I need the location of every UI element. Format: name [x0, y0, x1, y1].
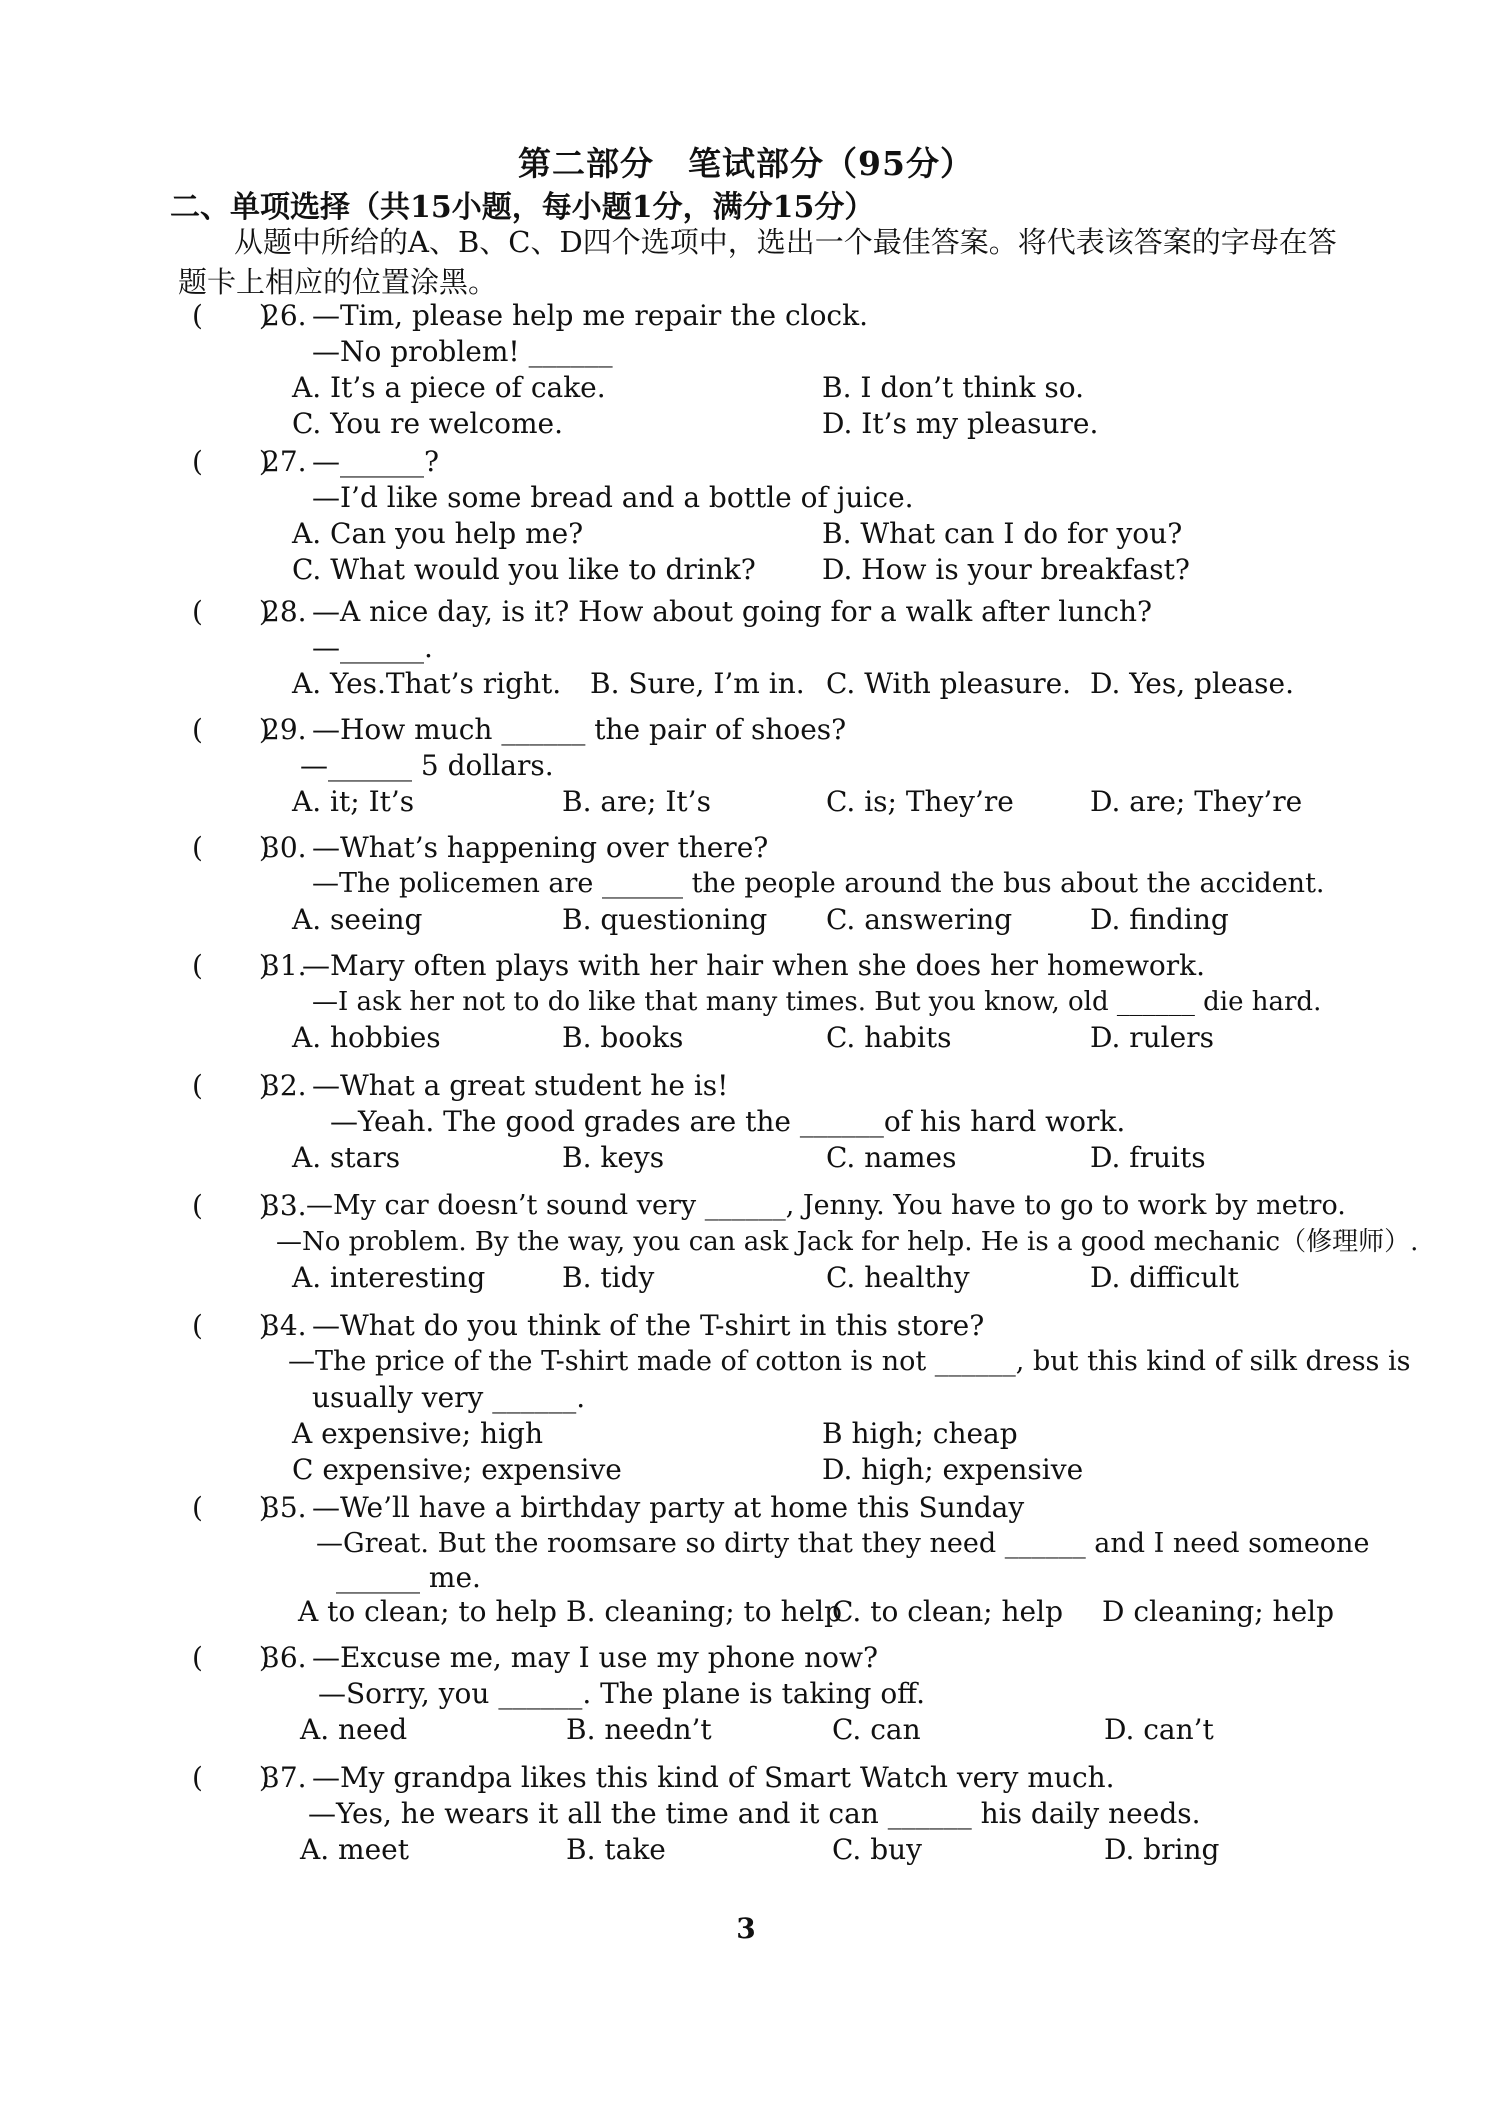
question-number: 30. — [262, 831, 307, 864]
option-d: D. can’t — [1104, 1713, 1214, 1746]
question-line: —What’s happening over there? — [312, 831, 769, 864]
option-a: A. Yes.That’s right. — [292, 667, 562, 700]
option-a: A. stars — [292, 1141, 401, 1174]
option-a: A to clean; to help — [298, 1595, 557, 1628]
question-line: —We’ll have a birthday party at home this Sunday — [312, 1491, 1025, 1524]
option-b: B. questioning — [562, 903, 768, 936]
question-number: 27. — [262, 445, 307, 478]
option-a: A expensive; high — [292, 1417, 544, 1450]
option-b: B. cleaning; to help — [566, 1595, 843, 1628]
option-b: B. What can I do for you? — [822, 517, 1183, 550]
option-c: C. names — [826, 1141, 957, 1174]
question-line: —The price of the T-shirt made of cotton is not ______, but this kind of silk dress is — [288, 1346, 1411, 1377]
question-line: —I ask her not to do like that many times. But you know, old ______ die hard. — [312, 987, 1322, 1017]
question-29 — [0, 712, 1492, 830]
question-line: —I’d like some bread and a bottle of juice. — [312, 481, 914, 514]
question-line: —What a great student he is! — [312, 1069, 729, 1102]
option-b: B. I don’t think so. — [822, 371, 1084, 404]
question-number: 32. — [262, 1069, 307, 1102]
question-37 — [0, 1760, 1492, 1880]
option-d: D. high; expensive — [822, 1453, 1084, 1486]
question-line: —______ 5 dollars. — [300, 749, 554, 782]
question-number: 26. — [262, 299, 307, 332]
question-32 — [0, 1068, 1492, 1188]
question-number: 36. — [262, 1641, 307, 1674]
question-line: —Yeah. The good grades are the ______of his hard work. — [330, 1105, 1126, 1138]
option-d: D. finding — [1090, 903, 1229, 936]
option-c: C. You re welcome. — [292, 407, 563, 440]
answer-paren: ( ) — [192, 299, 270, 332]
question-number: 28. — [262, 595, 307, 628]
option-a: A. hobbies — [292, 1021, 441, 1054]
option-a: A. It’s a piece of cake. — [292, 371, 606, 404]
question-30 — [0, 830, 1492, 948]
answer-paren: ( ) — [192, 1491, 270, 1524]
question-33 — [0, 1188, 1492, 1308]
answer-paren: ( ) — [192, 949, 270, 982]
question-line: —Excuse me, may I use my phone now? — [312, 1641, 878, 1674]
option-a: A. seeing — [292, 903, 423, 936]
answer-paren: ( ) — [192, 831, 270, 864]
question-line: —Tim, please help me repair the clock. — [312, 299, 868, 332]
option-d: D. are; They’re — [1090, 785, 1303, 818]
question-28 — [0, 594, 1492, 712]
option-d: D. bring — [1104, 1833, 1220, 1866]
option-b: B. are; It’s — [562, 785, 711, 818]
question-34 — [0, 1308, 1492, 1490]
option-d: D. How is your breakfast? — [822, 553, 1190, 586]
page-title: 第二部分 笔试部分（95分） — [518, 144, 974, 183]
question-35 — [0, 1490, 1492, 1640]
answer-paren: ( ) — [192, 1189, 270, 1222]
option-c: C expensive; expensive — [292, 1453, 622, 1486]
option-c: C. is; They’re — [826, 785, 1014, 818]
option-c: C. What would you like to drink? — [292, 553, 756, 586]
question-26 — [0, 298, 1492, 444]
option-d: D. Yes, please. — [1090, 667, 1295, 700]
option-d: D. difficult — [1090, 1261, 1239, 1294]
option-b: B. keys — [562, 1141, 665, 1174]
option-c: C. to clean; help — [832, 1595, 1063, 1628]
question-36 — [0, 1640, 1492, 1760]
question-line: —What do you think of the T-shirt in this store? — [312, 1309, 985, 1342]
option-a: A. it; It’s — [292, 785, 415, 818]
option-a: A. Can you help me? — [292, 517, 584, 550]
question-number: 34. — [262, 1309, 307, 1342]
option-d: D. fruits — [1090, 1141, 1206, 1174]
option-d: D cleaning; help — [1102, 1595, 1335, 1628]
instruction-body: 从题中所给的A、B、C、D四个选项中，选出一个最佳答案。将代表该答案的字母在答题卡上相应的位置涂黑。 — [178, 225, 1337, 299]
option-c: C. healthy — [826, 1261, 970, 1294]
question-number: 31. — [262, 949, 307, 982]
answer-paren: ( ) — [192, 1761, 270, 1794]
answer-paren: ( ) — [192, 1069, 270, 1102]
option-a: A. meet — [300, 1833, 409, 1866]
question-list — [0, 298, 1492, 1880]
section-heading: 二、单项选择（共15小题，每小题1分，满分15分） — [170, 190, 875, 225]
question-27 — [0, 444, 1492, 594]
question-line: —My grandpa likes this kind of Smart Watch very much. — [312, 1761, 1115, 1794]
question-line: —______? — [312, 445, 440, 478]
question-number: 33. — [262, 1189, 307, 1222]
question-line: —Mary often plays with her hair when she does her homework. — [302, 949, 1206, 982]
question-line: —A nice day, is it? How about going for a walk after lunch? — [312, 595, 1153, 628]
question-line: —How much ______ the pair of shoes? — [312, 713, 847, 746]
answer-paren: ( ) — [192, 445, 270, 478]
option-c: C. answering — [826, 903, 1013, 936]
option-d: D. It’s my pleasure. — [822, 407, 1099, 440]
option-d: D. rulers — [1090, 1021, 1214, 1054]
option-b: B. take — [566, 1833, 666, 1866]
question-line: —The policemen are ______ the people around the bus about the accident. — [312, 868, 1325, 899]
answer-paren: ( ) — [192, 713, 270, 746]
question-31 — [0, 948, 1492, 1068]
question-number: 35. — [262, 1491, 307, 1524]
option-b: B. needn’t — [566, 1713, 712, 1746]
option-c: C. With pleasure. — [826, 667, 1072, 700]
option-a: A. need — [300, 1713, 408, 1746]
question-line: —Sorry, you ______. The plane is taking off. — [318, 1677, 925, 1710]
question-line: —No problem. By the way, you can ask Jack for help. He is a good mechanic（修理师）. — [276, 1227, 1419, 1257]
answer-paren: ( ) — [192, 1641, 270, 1674]
question-line: —______. — [312, 631, 433, 664]
question-line: —No problem! ______ — [312, 335, 613, 368]
option-a: A. interesting — [292, 1261, 486, 1294]
option-b: B. Sure, I’m in. — [590, 667, 805, 700]
question-line: —Great. But the roomsare so dirty that they need ______ and I need someone — [316, 1528, 1370, 1559]
option-c: C. buy — [832, 1833, 923, 1866]
option-c: C. can — [832, 1713, 921, 1746]
question-line: —Yes, he wears it all the time and it can ______ his daily needs. — [308, 1797, 1201, 1830]
option-b: B. tidy — [562, 1261, 655, 1294]
option-b: B. books — [562, 1021, 684, 1054]
question-number: 29. — [262, 713, 307, 746]
question-number: 37. — [262, 1761, 307, 1794]
question-line: —My car doesn’t sound very ______, Jenny. You have to go to work by metro. — [306, 1190, 1346, 1221]
page-number: 3 — [736, 1912, 756, 1945]
answer-paren: ( ) — [192, 1309, 270, 1342]
option-b: B high; cheap — [822, 1417, 1018, 1450]
question-line: ______ me. — [336, 1561, 481, 1594]
question-line: usually very ______. — [312, 1381, 586, 1414]
instruction-text — [178, 222, 1338, 302]
option-c: C. habits — [826, 1021, 952, 1054]
answer-paren: ( ) — [192, 595, 270, 628]
